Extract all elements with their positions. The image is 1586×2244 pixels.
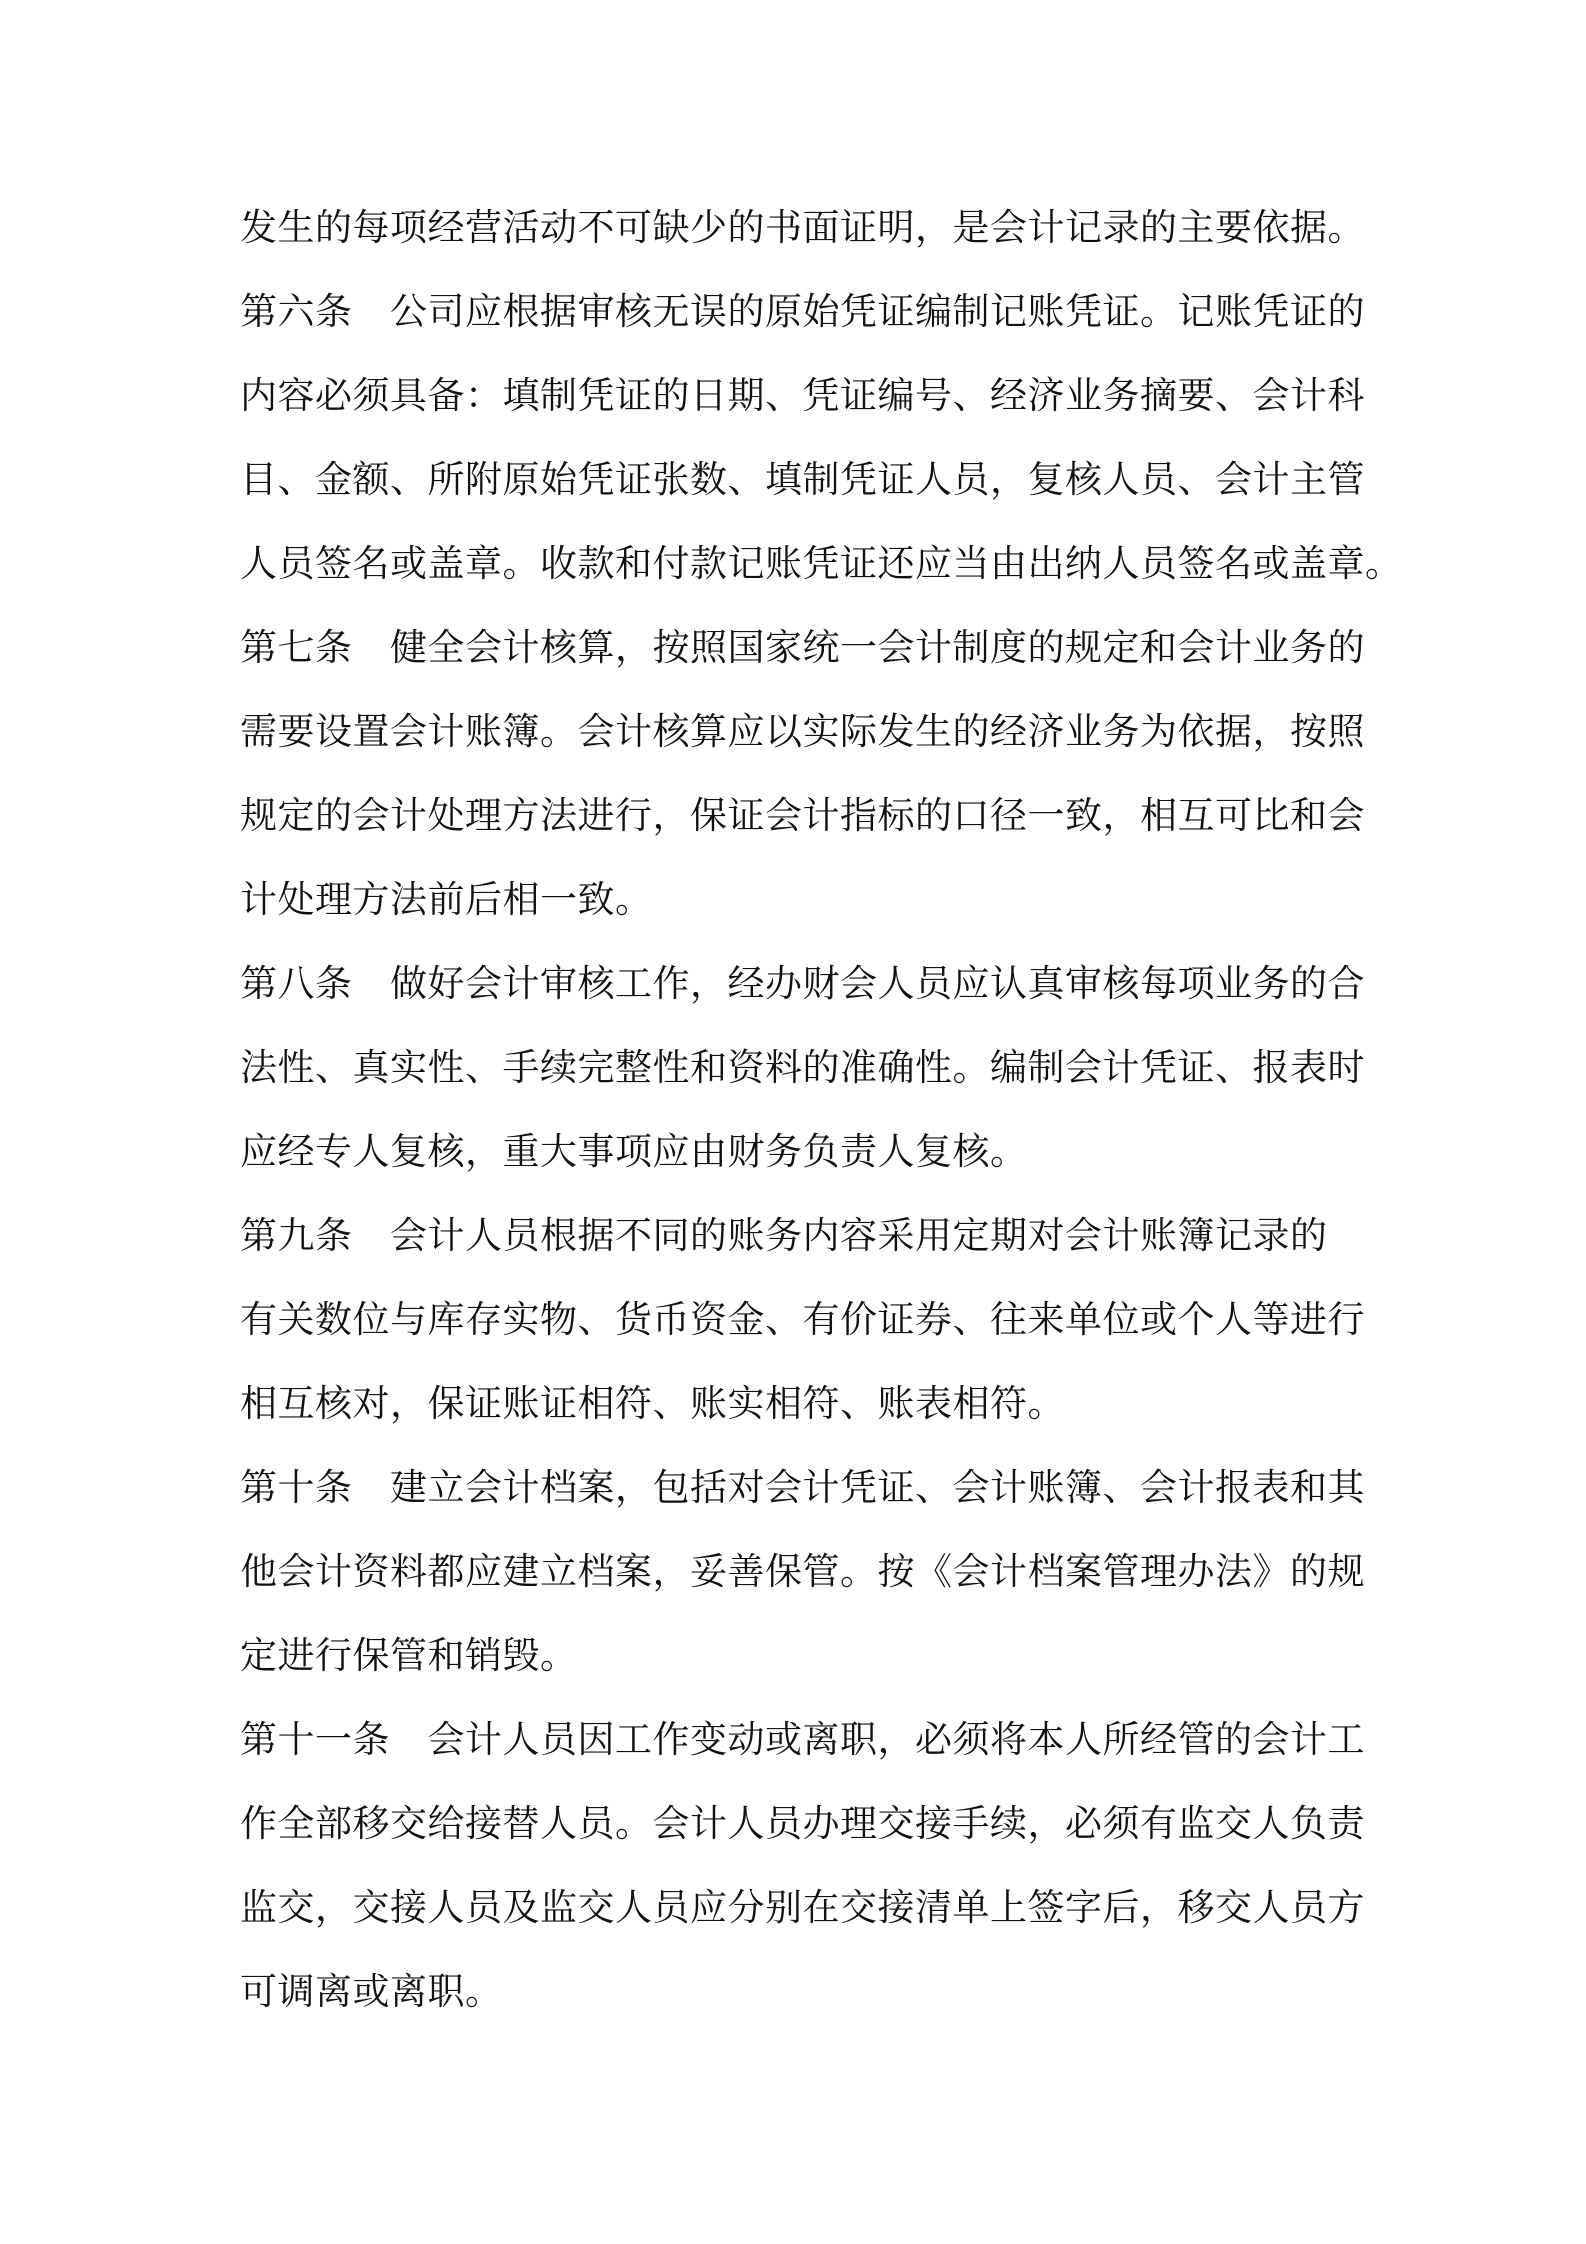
article-11-heading-line: 第十一条 会计人员因工作变动或离职，必须将本人所经管的会计工	[240, 1718, 1365, 1761]
article-7-heading-line: 第七条 健全会计核算，按照国家统一会计制度的规定和会计业务的	[240, 626, 1365, 669]
text-line: 需要设置会计账簿。会计核算应以实际发生的经济业务为依据，按照	[240, 710, 1365, 753]
text-line: 人员签名或盖章。收款和付款记账凭证还应当由出纳人员签名或盖章。	[240, 542, 1403, 585]
text-line: 发生的每项经营活动不可缺少的书面证明，是会计记录的主要依据。	[240, 206, 1365, 249]
text-line: 有关数位与库存实物、货币资金、有价证券、往来单位或个人等进行	[240, 1298, 1365, 1341]
article-6-heading-line: 第六条 公司应根据审核无误的原始凭证编制记账凭证。记账凭证的	[240, 290, 1365, 333]
text-line: 规定的会计处理方法进行，保证会计指标的口径一致，相互可比和会	[240, 794, 1365, 837]
text-line: 内容必须具备：填制凭证的日期、凭证编号、经济业务摘要、会计科	[240, 374, 1365, 417]
text-line: 计处理方法前后相一致。	[240, 878, 653, 921]
text-line: 他会计资料都应建立档案，妥善保管。按《会计档案管理办法》的规	[240, 1550, 1365, 1593]
article-9-heading-line: 第九条 会计人员根据不同的账务内容采用定期对会计账簿记录的	[240, 1214, 1328, 1257]
text-line: 应经专人复核，重大事项应由财务负责人复核。	[240, 1130, 1028, 1173]
document-body	[240, 198, 1403, 2046]
article-10-heading-line: 第十条 建立会计档案，包括对会计凭证、会计账簿、会计报表和其	[240, 1466, 1365, 1509]
text-line: 监交，交接人员及监交人员应分别在交接清单上签字后，移交人员方	[240, 1886, 1365, 1929]
text-line: 目、金额、所附原始凭证张数、填制凭证人员，复核人员、会计主管	[240, 458, 1365, 501]
text-line: 可调离或离职。	[240, 1970, 503, 2013]
text-line: 作全部移交给接替人员。会计人员办理交接手续，必须有监交人负责	[240, 1802, 1365, 1845]
text-line: 法性、真实性、手续完整性和资料的准确性。编制会计凭证、报表时	[240, 1046, 1365, 1089]
article-8-heading-line: 第八条 做好会计审核工作，经办财会人员应认真审核每项业务的合	[240, 962, 1365, 1005]
text-line: 相互核对，保证账证相符、账实相符、账表相符。	[240, 1382, 1065, 1425]
text-line: 定进行保管和销毁。	[240, 1634, 578, 1677]
